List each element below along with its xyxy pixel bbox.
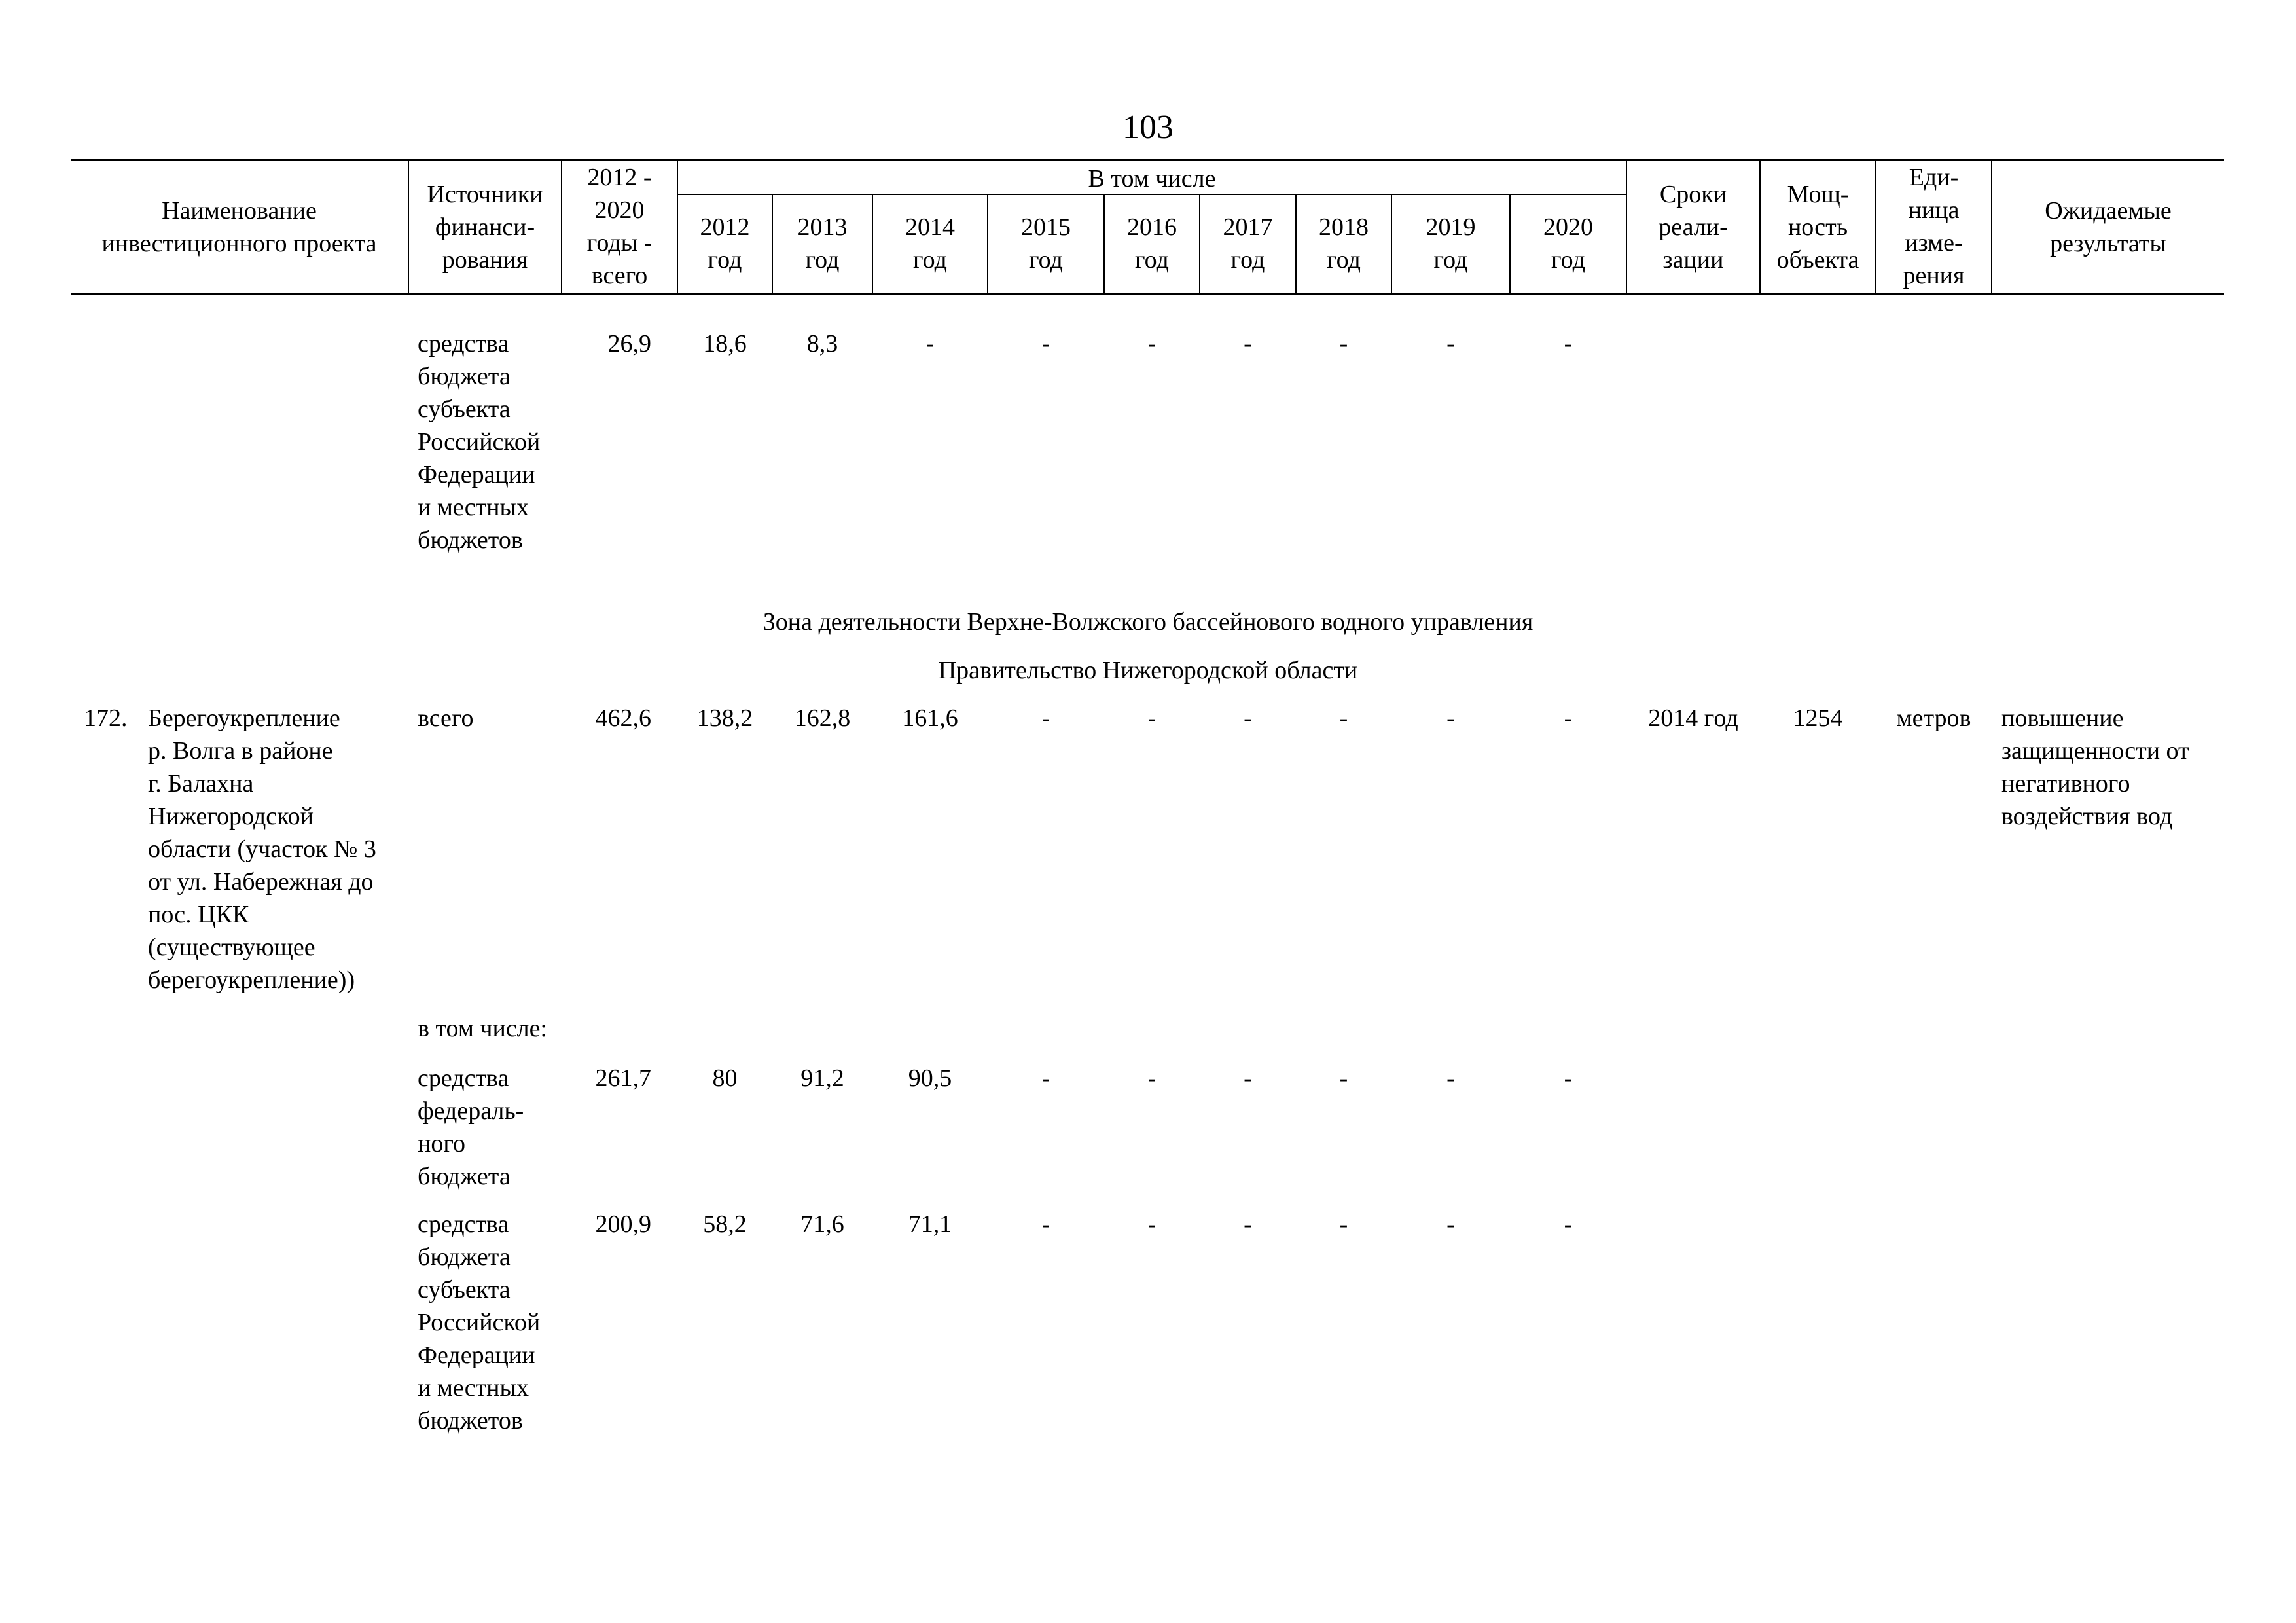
carry-over-source: средства бюджета субъекта Российской Федерации и местных бюджетов	[418, 330, 541, 554]
project-2015: -	[1041, 704, 1050, 732]
header-year-2018: 2018 год	[1319, 213, 1369, 274]
header-year-2012: 2012 год	[700, 213, 750, 274]
regional-2014: 71,1	[908, 1211, 952, 1238]
header-total-2012-2020: 2012 - 2020 годы - всего	[586, 164, 653, 289]
project-2018: -	[1339, 704, 1348, 732]
carry-over-2012: 18,6	[703, 330, 747, 357]
project-2016: -	[1147, 704, 1157, 732]
federal-2018: -	[1339, 1065, 1348, 1092]
project-2014: 161,6	[902, 704, 958, 732]
header-expected-results: Ожидаемые результаты	[2045, 197, 2172, 257]
regional-2020: -	[1564, 1211, 1573, 1238]
regional-2017: -	[1244, 1211, 1252, 1238]
federal-2015: -	[1041, 1065, 1050, 1092]
carry-over-total: 26,9	[607, 330, 651, 357]
project-unit: метров	[1896, 704, 1971, 732]
header-year-2017: 2017 год	[1223, 213, 1273, 274]
carry-over-2016: -	[1147, 330, 1157, 357]
header-object-capacity: Мощ- ность объекта	[1776, 181, 1859, 274]
project-capacity: 1254	[1793, 704, 1843, 732]
header-project-name: Наименование инвестиционного проекта	[101, 197, 377, 257]
regional-source: средства бюджета субъекта Российской Федерации и местных бюджетов	[418, 1211, 541, 1434]
zone-title: Зона деятельности Верхне-Волжского бассейнового водного управления	[762, 608, 1534, 636]
project-2013: 162,8	[794, 704, 851, 732]
header-year-2019: 2019 год	[1426, 213, 1476, 274]
federal-2012: 80	[712, 1065, 738, 1092]
project-2019: -	[1446, 704, 1455, 732]
project-2012: 138,2	[696, 704, 753, 732]
regional-2015: -	[1041, 1211, 1050, 1238]
header-year-2020: 2020 год	[1543, 213, 1593, 274]
project-2017: -	[1244, 704, 1252, 732]
header-year-2016: 2016 год	[1127, 213, 1177, 274]
table-header-bottom-rule	[71, 293, 2224, 295]
header-funding-sources: Источники финанси- рования	[427, 181, 543, 274]
header-year-2014: 2014 год	[905, 213, 955, 274]
header-implementation-period: Сроки реали- зации	[1659, 181, 1728, 274]
federal-2020: -	[1564, 1065, 1573, 1092]
header-including: В том числе	[1088, 165, 1216, 192]
carry-over-2013: 8,3	[806, 330, 838, 357]
authority-title: Правительство Нижегородской области	[938, 657, 1358, 684]
federal-2017: -	[1244, 1065, 1252, 1092]
federal-2013: 91,2	[800, 1065, 844, 1092]
carry-over-2018: -	[1339, 330, 1348, 357]
carry-over-2015: -	[1041, 330, 1050, 357]
project-implementation-period: 2014 год	[1648, 704, 1738, 732]
regional-2016: -	[1147, 1211, 1157, 1238]
project-number: 172.	[84, 704, 128, 732]
federal-2019: -	[1446, 1065, 1455, 1092]
project-name: Берегоукрепление р. Волга в районе г. Балахна Нижегородской области (участок № 3 от ул. Набережная до пос. ЦКК (существующее берегоукрепление))	[148, 704, 376, 994]
project-source: всего	[418, 704, 474, 732]
project-total: 462,6	[595, 704, 651, 732]
federal-2016: -	[1147, 1065, 1157, 1092]
carry-over-2019: -	[1446, 330, 1455, 357]
regional-2018: -	[1339, 1211, 1348, 1238]
carry-over-2014: -	[925, 330, 935, 357]
regional-2019: -	[1446, 1211, 1455, 1238]
header-year-2015: 2015 год	[1021, 213, 1071, 274]
regional-2012: 58,2	[703, 1211, 747, 1238]
regional-2013: 71,6	[800, 1211, 844, 1238]
federal-2014: 90,5	[908, 1065, 952, 1092]
federal-total: 261,7	[595, 1065, 651, 1092]
federal-source: средства федераль- ного бюджета	[418, 1065, 524, 1190]
project-2020: -	[1564, 704, 1573, 732]
header-unit-of-measure: Еди- ница изме- рения	[1903, 164, 1965, 289]
page-number: 103	[1122, 109, 1174, 146]
header-year-2013: 2013 год	[797, 213, 848, 274]
carry-over-2017: -	[1244, 330, 1252, 357]
carry-over-2020: -	[1564, 330, 1573, 357]
regional-total: 200,9	[595, 1211, 651, 1238]
including-label: в том числе:	[418, 1015, 548, 1042]
project-expected-results: повышение защищенности от негативного воздействия вод	[2001, 704, 2189, 830]
